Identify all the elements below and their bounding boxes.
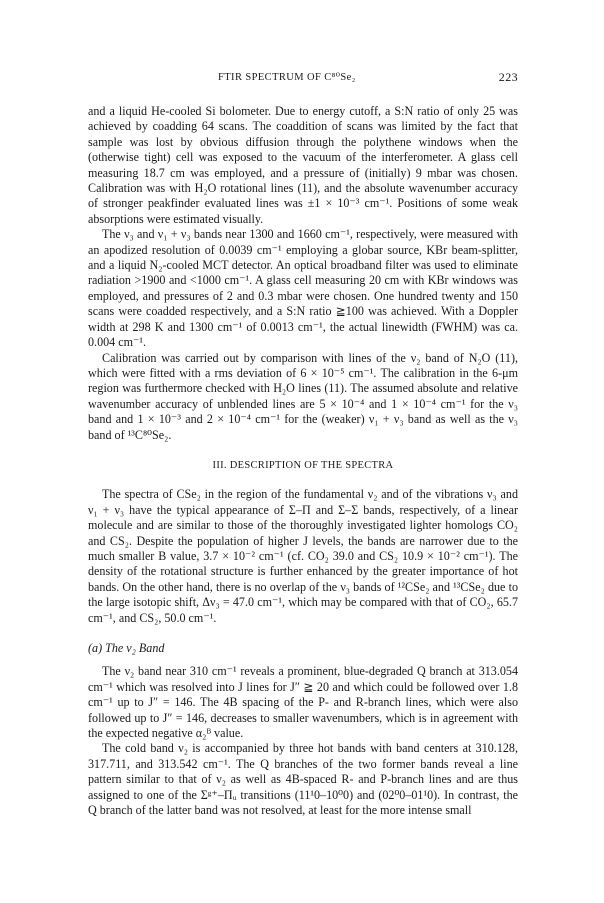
subsection-heading: (a) The ν₂ Band (88, 641, 165, 655)
running-head (88, 71, 518, 85)
paragraph-hot-bands: The cold band ν₂ is accompanied by three hot bands with band centers at 310.128, 317.711, and 313.542 cm⁻¹. The Q branches of the two former bands reveal a line pattern similar to that of ν₂ as well as 4B-spaced R- and P-branch lines and are thus assigned to one of the Σᵍ⁺–Πᵤ transitions (11¹0–10⁰0) and (02⁰0–01¹0). In contrast, the Q branch of the latter band was not resolved, at least for the more intense small (88, 741, 518, 818)
paragraph-nu2-band: The ν₂ band near 310 cm⁻¹ reveals a prominent, blue-degraded Q branch at 313.054 cm⁻¹ which was resolved into J lines for J″ ≧ 20 and which could be followed over 1.8 cm⁻¹ up to J″ = 146. The 4B spacing of the P- and R-branch lines, which were also followed up to J″ = 146, decreases to smaller wavenumbers, which is in agreement with the expected negative α₂ᴮ value. (88, 664, 518, 741)
paragraph-nu3-measurement: The ν₃ and ν₁ + ν₃ bands near 1300 and 1660 cm⁻¹, respectively, were measured with an apodized resolution of 0.0039 cm⁻¹ employing a globar source, KBr beam-splitter, and a liquid N₂-cooled MCT detector. An optical broadband filter was used to eliminate radiation >1900 and <1000 cm⁻¹. A glass cell measuring 20 cm with KBr windows was employed, and pressures of 2 and 0.3 mbar were chosen. One hundred twenty and 150 scans were coadded respectively, and a S:N ratio ≧100 was achieved. With a Doppler width at 298 K and 1300 cm⁻¹ of 0.0013 cm⁻¹, the actual linewidth (FWHM) was ca. 0.004 cm⁻¹. (88, 227, 518, 350)
article-body (88, 104, 518, 818)
paragraph-calibration: Calibration was carried out by comparison with lines of the ν₂ band of N₂O (11), which were fitted with a rms deviation of 6 × 10⁻⁵ cm⁻¹. The calibration in the 6-μm region was furthermore checked with H₂O lines (11). The assumed absolute and relative wavenumber accuracy of unblended lines are 5 × 10⁻⁴ and 1 × 10⁻⁴ cm⁻¹ for the ν₃ band and 1 × 10⁻³ and 2 × 10⁻⁴ cm⁻¹ for the (weaker) ν₁ + ν₃ band as well as the ν₃ band of ¹³C⁸⁰Se₂. (88, 350, 518, 442)
running-title: FTIR SPECTRUM OF C⁸⁰Se₂ (218, 72, 356, 83)
section-heading: III. DESCRIPTION OF THE SPECTRA (212, 459, 394, 471)
page-number: 223 (498, 70, 518, 84)
paragraph-spectra-overview: The spectra of CSe₂ in the region of the fundamental ν₂ and of the vibrations ν₃ and ν₁ + ν₃ have the typical appearance of Σ–Π and Σ–Σ bands, respectively, of a linear molecule and are similar to those of the thoroughly investigated lighter homologs CO₂ and CS₂. Despite the population of higher J levels, the bands are narrower due to the much smaller B value, 3.7 × 10⁻² cm⁻¹ (cf. CO₂ 39.0 and CS₂ 10.9 × 10⁻² cm⁻¹). The density of the rotational structure is further enhanced by the greater importance of hot bands. On the other hand, there is no overlap of the ν₃ bands of ¹²CSe₂ and ¹³CSe₂ due to the large isotopic shift, Δν₃ = 47.0 cm⁻¹, which may be compared with that of CO₂, 65.7 cm⁻¹, and CS₂, 50.0 cm⁻¹. (88, 487, 518, 625)
paragraph-detector-setup: and a liquid He-cooled Si bolometer. Due to energy cutoff, a S:N ratio of only 25 was achieved by coadding 64 scans. The coaddition of scans was limited by the fact that sample was lost by obvious diffusion through the polythene windows when the (otherwise tight) cell was exposed to the vacuum of the interferometer. A glass cell measuring 18.7 cm was employed, and a pressure of (initially) 9 mbar was chosen. Calibration was with H₂O rotational lines (11), and the absolute wavenumber accuracy of stronger peakfinder evaluated lines was ±1 × 10⁻³ cm⁻¹. Positions of some weak absorptions were estimated visually. (88, 104, 518, 226)
